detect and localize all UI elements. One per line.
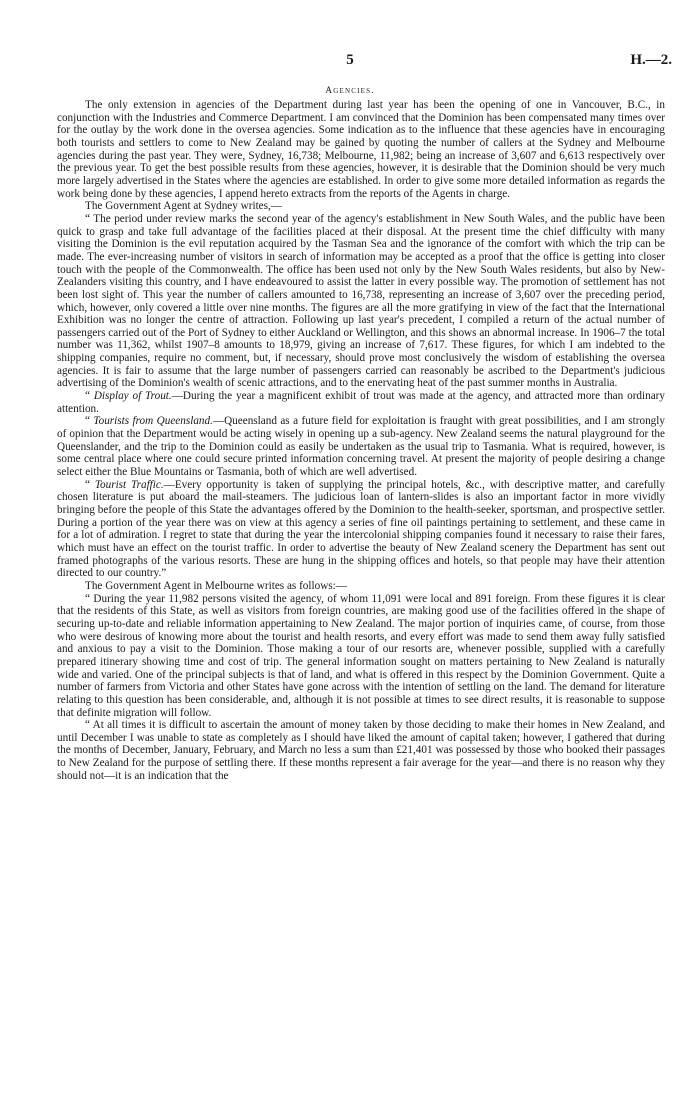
paragraph-tourist-traffic: “ Tourist Traffic.—Every opportunity is taken of supplying the principal hotels, &c., with descriptive matter, and carefully chosen literature is put aboard the mail-steamers. The judicious loan of lantern-slides is also an important factor in more vividly bringing before the people of this State the advantages offered by the Dominion to the health-seeker, sportsman, and prospective settler. During a portion of the year there was on view at this agency a series of fine oil paintings pertaining to settlement, and these came in for a lot of admiration. I regret to state that during the year the intercolonial shipping companies found it necessary to raise their fares, which must have an effect on the tourist traffic. In order to advertise the beauty of New Zealand scenery the Department has sent out framed photographs of the various resorts. These are hung in the shipping offices and hotels, so that people may have their attention directed to our country.” [57,478,666,580]
paragraph-capital: “ At all times it is difficult to ascertain the amount of money taken by those deciding to make their homes in New Zealand, and until December I was unable to state as completely as I should have liked the amount of capital taken; however, I gathered that during the months of December, January, February, and March no less a sum than £21,401 was possessed by those who booked their passages to New Zealand for the purpose of settling there. If these months represent a fair average for the year—and there is no reason why they should not—it is an indication that the [57,719,665,782]
section-heading: Agencies. [325,86,375,96]
queensland-title: Tourists from Queensland. [93,415,213,428]
traffic-text: —Every opportunity is taken of supplying the principal hotels, &c., with descriptive matter, and carefully chosen literature is put aboard the mail-steamers. The judicious loan of lantern-slides is also an important factor in more vividly bringing before the people of this State the advantages offered by the Dominion to the health-seeker, sportsman, and prospective settler. During a portion of the year there was on view at this agency a series of fine oil paintings pertaining to settlement, and these came in for a lot of admiration. I regret to state that during the year the intercolonial shipping companies found it necessary to raise their fares, which must have an effect on the tourist traffic. In order to advertise the beauty of New Zealand scenery the Department has sent out framed photographs of the various resorts. These are hung in the shipping offices and hotels, so that people may have their attention directed to our country.” [57,478,666,580]
page-number: 5 [346,52,354,68]
traffic-title: Tourist Traffic. [94,478,164,491]
document-code: H.—2. [630,52,672,68]
queensland-text: —Queensland as a future field for exploitation is fraught with great possibilities, and I am strongly of opinion that the Department would be acting wisely in opening up a sub-agency. New Zealand seems the natural playground for the Queenslander, and the trip to the Dominion could as easily be undertaken as the usual trip to Tasmania. What is required, however, is some central place where one could secure printed information concerning travel. At present the majority of people desiring a change select either the Blue Mountains or Tasmania, both of which are well advertised. [57,415,665,479]
paragraph-melbourne-lead: The Government Agent in Melbourne writes as follows:— [85,579,347,592]
paragraph-sydney-report: “ The period under review marks the second year of the agency's establishment in New South Wales, and the public have been quick to grasp and take full advantage of the facilities placed at their disposal. At the present time the chief difficulty with many visiting the Dominion is the evil reputation acquired by the Tasman Sea and the ignorance of the comfort with which the trip can be made. The ever-increasing number of visitors in search of information may be accepted as a proof that the office is getting into closer touch with the people of the Commonwealth. The office has been used not only by the New South Wales residents, but also by New-Zealanders visiting this country, and I have endeavoured to assist the latter in every possible way. The promotion of settlement has not been lost sight of. This year the number of callers amounted to 16,738, representing an increase of 3,607 over the preceding period, which, however, only covered a little over nine months. The figures are all the more gratifying in view of the fact that the International Exhibition was no longer the centre of attraction. Following up last year's precedent, I compiled a return of the actual number of passengers carried out of the Port of Sydney to either Auckland or Wellington, and this shows an abnormal increase. In 1906–7 the total number was 11,362, whilst 1907–8 amounts to 18,979, giving an increase of 7,617. These figures, for which I am indebted to the shipping companies, require no comment, but, if necessary, should prove most conclusively the wisdom of establishing the oversea agencies. It is fair to assume that the large number of passengers carried can reasonably be ascribed to the Department's judicious advertising of the Dominion's wealth of scenic attractions, and to the enervating heat of the past summer months in Australia. [57,212,665,390]
body-text [57,99,665,782]
paragraph-melbourne-report: “ During the year 11,982 persons visited the agency, of whom 11,091 were local and 891 foreign. From these figures it is clear that the residents of this State, as well as visitors from foreign countries, are making good use of the facilities offered in the shape of securing up-to-date and reliable information appertaining to New Zealand. The major portion of inquiries came, of course, from those who were desirous of knowing more about the tourist and health resorts, and every effort was made to send them away fully satisfied and anxious to pay a visit to the Dominion. Those making a tour of our resorts are, whenever possible, supplied with a carefully prepared itinerary showing time and cost of trip. The general information sought on matters pertaining to New Zealand is naturally wide and varied. One of the principal subjects is that of land, and what is offered in this respect by the Dominion Government. Quite a number of farmers from Victoria and other States have gone across with the intention of settling on the land. The demand for literature relating to this question has been considerable, and, although it is not possible at times to see direct results, it is reasonable to suppose that definite migration will follow. [57,592,665,719]
paragraph-trout: “ Display of Trout.—During the year a magnificent exhibit of trout was made at the agency, and attracted more than ordinary attention. [57,390,666,415]
paragraph-queensland: “ Tourists from Queensland.—Queensland as a future field for exploitation is fraught with great possibilities, and I am strongly of opinion that the Department would be acting wisely in opening up a sub-agency. New Zealand seems the natural playground for the Queenslander, and the trip to the Dominion could as easily be undertaken as the usual trip to Tasmania. What is required, however, is some central place where one could secure printed information concerning travel. At present the majority of people desiring a change select either the Blue Mountains or Tasmania, both of which are well advertised. [57,415,665,479]
trout-title: Display of Trout. [93,390,172,403]
trout-text: —During the year a magnificent exhibit of trout was made at the agency, and attracted more than ordinary attention. [57,390,666,415]
paragraph-sydney-lead: The Government Agent at Sydney writes,— [85,200,282,213]
paragraph-intro: The only extension in agencies of the Department during last year has been the opening of one in Vancouver, B.C., in conjunction with the Industries and Commerce Department. I am convinced that the Dominion has been compensated many times over for the outlay by the work done in the oversea agencies. Some indication as to the influence that these agencies have in encouraging both tourists and settlers to come to New Zealand may be gained by quoting the number of callers at the Sydney and Melbourne agencies during the past year. They were, Sydney, 16,738; Melbourne, 11,982; being an increase of 3,607 and 6,613 respectively over the previous year. To get the best possible results from these agencies, however, it is desirable that the Dominion should be very much more largely advertised in the States where the agencies are established. In order to give some more detailed information as regards the work being done by these agencies, I append hereto extracts from the reports of the Agents in charge. [57,99,665,200]
